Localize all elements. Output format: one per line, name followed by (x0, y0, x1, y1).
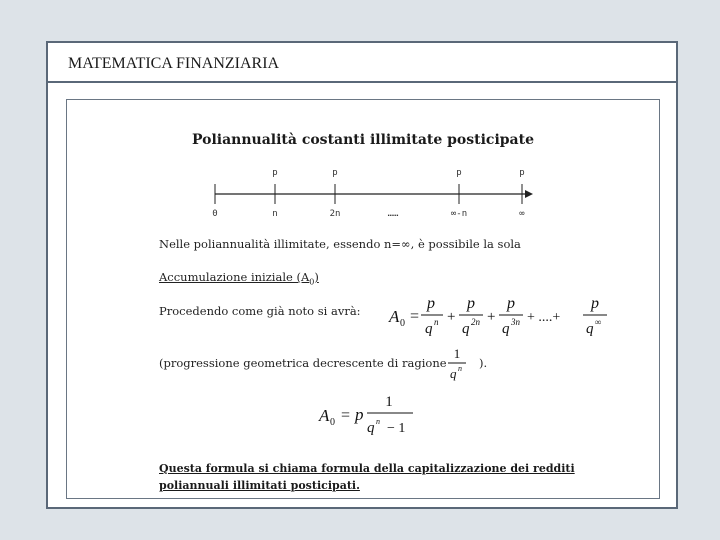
ratio-num: 1 (453, 346, 461, 361)
f1-den-4: q (586, 321, 594, 337)
tick-label-dots: …… (387, 209, 399, 219)
timeline-arrow (525, 190, 533, 198)
ratio-den: q (450, 366, 457, 381)
intro-text: Nelle poliannualità illimitate, essendo n=∞, è possibile la sola (159, 237, 521, 251)
f1-den-2: q (462, 321, 470, 337)
f1-num-3: p (507, 295, 515, 312)
procedure-text: Procedendo come già noto si avrà: (159, 304, 361, 318)
payment-3: p (456, 168, 462, 178)
progression-text: (progressione geometrica decrescente di ragione (159, 356, 447, 370)
f1-num-4: p (591, 295, 599, 312)
content-box (66, 99, 660, 499)
payment-4: p (519, 168, 525, 178)
conclusion-text (159, 460, 579, 494)
conclusion-line-1: Questa formula si chiama formula della capitalizzazione dei redditi (159, 462, 575, 475)
svg-text:+: + (487, 309, 496, 325)
slide-header: MATEMATICA FINANZIARIA (48, 43, 676, 83)
payment-1: p (272, 168, 278, 178)
f2-num: 1 (385, 394, 393, 410)
accumulation-heading (159, 270, 319, 286)
timeline-diagram (67, 100, 661, 300)
progression-close: ). (479, 356, 488, 370)
f2-lhs: A (319, 406, 330, 425)
series-formula (385, 290, 617, 346)
f1-lhs-sub: 0 (400, 318, 405, 329)
f1-exp-1: n (434, 317, 439, 327)
tick-label-inf: ∞ (519, 209, 525, 219)
result-formula (317, 390, 427, 442)
svg-text:=: = (341, 407, 351, 424)
f1-num-1: p (427, 295, 435, 312)
f1-exp-4: ∞ (595, 317, 602, 327)
f1-dots: + ....+ (527, 310, 561, 325)
f1-exp-3: 3n (511, 317, 520, 327)
f1-den-1: q (425, 321, 433, 337)
tick-label-inf-n: ∞-n (450, 209, 468, 219)
tick-label-n: n (272, 209, 278, 219)
accumulation-close: ) (314, 270, 319, 284)
f2-den-exp: n (376, 417, 380, 426)
slide-title: Poliannualità costanti illimitate posticipate (191, 132, 535, 148)
f1-exp-2: 2n (471, 317, 480, 327)
accumulation-sub: 0 (309, 277, 315, 287)
f2-p: p (355, 405, 364, 424)
f1-den-3: q (502, 321, 510, 337)
f2-minus: − 1 (387, 421, 406, 436)
f2-den: q (367, 420, 375, 436)
slide-frame (46, 41, 678, 509)
ratio-fraction (445, 344, 473, 386)
accumulation-text: Accumulazione iniziale (A (159, 270, 310, 284)
svg-text:+: + (447, 309, 456, 325)
payment-2: p (332, 168, 338, 178)
svg-text:=: = (410, 308, 420, 325)
tick-label-2n: 2n (329, 209, 341, 219)
f1-lhs: A (389, 307, 400, 326)
tick-label-0: 0 (212, 209, 218, 219)
f2-lhs-sub: 0 (330, 417, 335, 428)
f1-num-2: p (467, 295, 475, 312)
ratio-den-exp: n (458, 364, 462, 373)
conclusion-line-2: poliannuali illimitati posticipati. (159, 479, 360, 492)
